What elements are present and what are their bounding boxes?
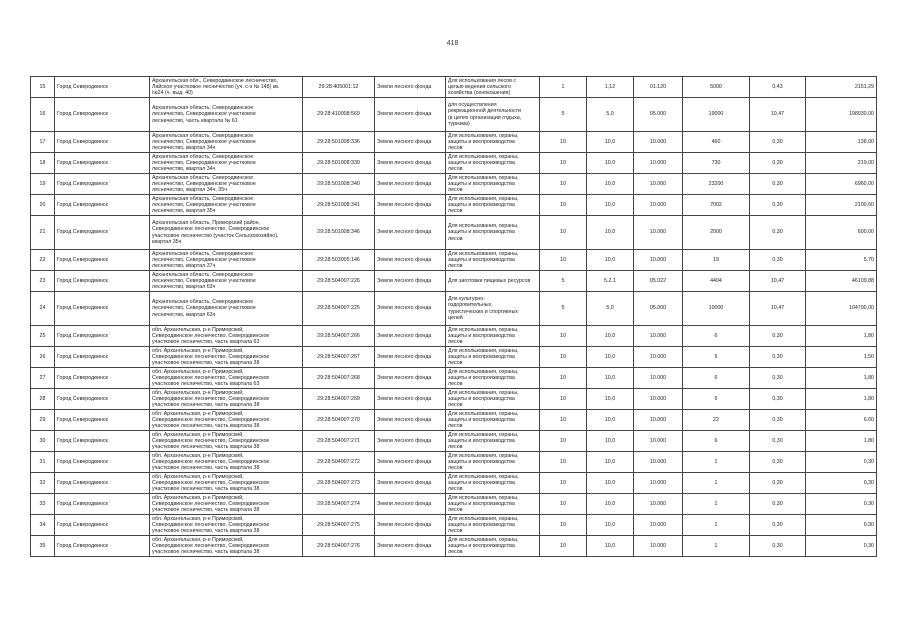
cell-land-category: Земли лесного фонда [375,174,446,195]
table-row [31,98,877,132]
cell-municipality: Город Северодвинск [55,452,150,473]
cell-use-group: 5 [540,271,587,292]
cell-rate: 0,30 [750,153,806,174]
cell-rate: 0,30 [750,195,806,216]
cell-area: 7002 [683,195,750,216]
cell-area: 730 [683,153,750,174]
cell-location: Архангельская область, Приморский район, Северодвинское лесничество, Северодвинское участковое лесничество (участок Сельскохозяйно), квартал 35ч [150,216,303,250]
cell-location: обл. Архангельская, р-н Приморский, Северодвинское лесничество, Северодвинское участковое лесничество, часть квартала 38 [150,431,303,452]
cell-area: 5 [683,347,750,368]
cell-use-group: 10 [540,389,587,410]
cell-cadastral-number: 29:28:504007:269 [303,389,375,410]
cell-row-number: 26 [31,347,55,368]
cell-use-code: 10,0 [587,410,634,431]
cell-municipality: Город Северодвинск [55,410,150,431]
cell-permitted-use: Для использования лесов с целью ведения сельского хозяйства (сенокошения) [446,77,540,98]
cell-rate: 0,30 [750,536,806,557]
cell-area: 1 [683,515,750,536]
cell-location: Архангельская область, Северодвинское лесничество, Северодвинское участковое лесничество, квартал 37ч [150,250,303,271]
cell-cadastral-number: 29:28:504007:271 [303,431,375,452]
cell-rate: 0,30 [750,368,806,389]
cell-permitted-use: Для использования, охраны, защиты и воспроизводства лесов [446,250,540,271]
cell-municipality: Город Северодвинск [55,368,150,389]
cell-land-category: Земли лесного фонда [375,77,446,98]
cell-use-code: 10,0 [587,431,634,452]
cell-land-category: Земли лесного фонда [375,250,446,271]
cell-permitted-use: Для культурно- оздоровительных, туристических и спортивных целей [446,292,540,326]
cell-classifier-code: 10.000 [634,216,683,250]
cell-classifier-code: 10.000 [634,153,683,174]
cell-cadastral-number: 29:28:504007:226 [303,271,375,292]
cell-row-number: 17 [31,132,55,153]
cell-row-number: 18 [31,153,55,174]
cell-rate: 0,30 [750,389,806,410]
cell-row-number: 15 [31,77,55,98]
cell-amount: 1,50 [806,347,877,368]
cell-location: обл. Архангельская, р-н Приморский, Северодвинское лесничество, Северодвинское участковое лесничество, часть квартала 38 [150,494,303,515]
cell-area: 4404 [683,271,750,292]
cell-row-number: 16 [31,98,55,132]
cell-municipality: Город Северодвинск [55,515,150,536]
cell-use-code: 10,0 [587,494,634,515]
cell-row-number: 22 [31,250,55,271]
cell-rate: 0,30 [750,494,806,515]
cell-permitted-use: Для использования, охраны, защиты и воспроизводства лесов [446,132,540,153]
cell-area: 1 [683,536,750,557]
cell-permitted-use: Для использования, охраны, защиты и воспроизводства лесов [446,536,540,557]
cell-use-code: 10,0 [587,515,634,536]
cell-municipality: Город Северодвинск [55,326,150,347]
cell-row-number: 28 [31,389,55,410]
cell-rate: 0,30 [750,174,806,195]
cell-classifier-code: 10.000 [634,326,683,347]
cell-classifier-code: 01.120 [634,77,683,98]
cell-classifier-code: 10.000 [634,250,683,271]
cell-rate: 10,47 [750,271,806,292]
cell-rate: 0,30 [750,250,806,271]
cell-area: 460 [683,132,750,153]
cell-municipality: Город Северодвинск [55,292,150,326]
table-row [31,536,877,557]
cell-land-category: Земли лесного фонда [375,292,446,326]
cell-cadastral-number: 29:28:501008:341 [303,195,375,216]
cell-use-code: 10,0 [587,368,634,389]
table-body [31,77,877,557]
cell-amount: 600,00 [806,216,877,250]
cell-use-group: 10 [540,368,587,389]
cell-land-category: Земли лесного фонда [375,326,446,347]
cell-area: 1 [683,473,750,494]
cell-cadastral-number: 29:28:504007:272 [303,452,375,473]
cell-classifier-code: 10.000 [634,536,683,557]
cell-location: Архангельская область, Северодвинское лесничество, Северодвинское участковое лесничество, квартал 34ч [150,153,303,174]
cell-location: обл. Архангельская, р-н Приморский, Северодвинское лесничество, Северодвинское участковое лесничество, часть квартала 38 [150,536,303,557]
cell-area: 23200 [683,174,750,195]
cell-area: 6 [683,368,750,389]
cell-location: обл. Архангельская, р-н Приморский, Северодвинское лесничество, Северодвинское участковое лесничество, часть квартала 38 [150,410,303,431]
cell-area: 6 [683,431,750,452]
cell-classifier-code: 10.000 [634,195,683,216]
cell-use-group: 5 [540,98,587,132]
table-row [31,410,877,431]
cell-permitted-use: Для использования, охраны, защиты и воспроизводства лесов [446,368,540,389]
table-row [31,389,877,410]
cell-use-group: 10 [540,326,587,347]
cell-row-number: 24 [31,292,55,326]
table-row [31,132,877,153]
table-row [31,292,877,326]
table-row [31,195,877,216]
cell-permitted-use: Для использования, охраны, защиты и воспроизводства лесов [446,515,540,536]
cell-land-category: Земли лесного фонда [375,153,446,174]
cell-use-code: 10,0 [587,473,634,494]
cell-row-number: 34 [31,515,55,536]
cell-classifier-code: 10.000 [634,132,683,153]
cell-permitted-use: для осуществления рекреационной деятельности (в целях организации отдыха, туризма) [446,98,540,132]
cell-use-group: 10 [540,132,587,153]
cell-land-category: Земли лесного фонда [375,473,446,494]
cell-amount: 219,00 [806,153,877,174]
cell-location: обл. Архангельская, р-н Приморский, Северодвинское лесничество, Северодвинское участковое лесничество, часть квартала 63 [150,368,303,389]
cell-rate: 0,30 [750,452,806,473]
cell-amount: 138,00 [806,132,877,153]
cell-rate: 0,30 [750,347,806,368]
cell-amount: 1,80 [806,326,877,347]
cell-amount: 1,80 [806,431,877,452]
cell-classifier-code: 10.000 [634,368,683,389]
cell-cadastral-number: 29:28:504007:273 [303,473,375,494]
cell-classifier-code: 10.000 [634,389,683,410]
cell-area: 22 [683,410,750,431]
cell-permitted-use: Для использования, охраны, защиты и воспроизводства лесов [446,216,540,250]
cell-permitted-use: Для использования, охраны, защиты и воспроизводства лесов [446,473,540,494]
cell-permitted-use: Для использования, охраны, защиты и воспроизводства лесов [446,431,540,452]
cell-use-group: 1 [540,77,587,98]
cell-municipality: Город Северодвинск [55,389,150,410]
cell-use-code: 10,0 [587,536,634,557]
cell-municipality: Город Северодвинск [55,174,150,195]
cell-amount: 6,60 [806,410,877,431]
cell-cadastral-number: 29:28:504007:270 [303,410,375,431]
cell-permitted-use: Для использования, охраны, защиты и воспроизводства лесов [446,389,540,410]
cell-land-category: Земли лесного фонда [375,216,446,250]
cell-municipality: Город Северодвинск [55,216,150,250]
cell-cadastral-number: 29:28:504007:274 [303,494,375,515]
cell-municipality: Город Северодвинск [55,347,150,368]
cell-use-group: 10 [540,494,587,515]
table-row [31,515,877,536]
cell-location: обл. Архангельская, р-н Приморский, Северодвинское лесничество, Северодвинское участковое лесничество, часть квартала 63 [150,326,303,347]
table-row [31,452,877,473]
cell-location: Архангельская обл., Северодвинское лесничество, Лайское участковое лесничество (уч. с-з № 148) кв. №24 (ч. выд. 40) [150,77,303,98]
cell-cadastral-number: 29:28:501008:336 [303,132,375,153]
cell-rate: 0,30 [750,431,806,452]
cell-amount: 1,80 [806,389,877,410]
cell-use-code: 10,0 [587,389,634,410]
cell-row-number: 19 [31,174,55,195]
cell-use-code: 10,0 [587,216,634,250]
cell-cadastral-number: 29:28:504007:266 [303,326,375,347]
cell-row-number: 25 [31,326,55,347]
cell-land-category: Земли лесного фонда [375,132,446,153]
cell-use-group: 10 [540,216,587,250]
cell-use-code: 10,0 [587,347,634,368]
cell-use-group: 10 [540,347,587,368]
cell-amount: 0,30 [806,452,877,473]
cell-amount: 2151,29 [806,77,877,98]
cell-cadastral-number: 29:28:504007:275 [303,515,375,536]
cell-location: обл. Архангельская, р-н Приморский, Северодвинское лесничество, Северодвинское участковое лесничество, часть квартала 38 [150,473,303,494]
page-number: 418 [446,40,459,47]
cell-permitted-use: Для использования, охраны, защиты и воспроизводства лесов [446,326,540,347]
cell-rate: 0,43 [750,77,806,98]
cell-use-group: 10 [540,195,587,216]
cell-classifier-code: 10.000 [634,494,683,515]
cell-location: Архангельская область, Северодвинское лесничество, Северодвинское участковое лесничество, квартал 35ч [150,195,303,216]
cell-use-group: 10 [540,452,587,473]
cell-classifier-code: 10.000 [634,410,683,431]
cell-use-group: 10 [540,536,587,557]
cell-municipality: Город Северодвинск [55,494,150,515]
cell-use-code: 10,0 [587,132,634,153]
cell-amount: 0,30 [806,515,877,536]
cell-row-number: 20 [31,195,55,216]
cell-use-code: 10,0 [587,250,634,271]
cell-permitted-use: Для использования, охраны, защиты и воспроизводства лесов [446,410,540,431]
cell-row-number: 35 [31,536,55,557]
cell-row-number: 32 [31,473,55,494]
cell-area: 1 [683,494,750,515]
cell-amount: 6960,00 [806,174,877,195]
cell-row-number: 30 [31,431,55,452]
cell-municipality: Город Северодвинск [55,536,150,557]
cell-municipality: Город Северодвинск [55,132,150,153]
cell-cadastral-number: 29:28:503005:146 [303,250,375,271]
cell-amount: 1,80 [806,368,877,389]
cell-area: 6 [683,326,750,347]
cell-rate: 0,30 [750,410,806,431]
cell-land-category: Земли лесного фонда [375,410,446,431]
cell-cadastral-number: 29:28:405001:12 [303,77,375,98]
cell-rate: 0,30 [750,132,806,153]
cell-municipality: Город Северодвинск [55,271,150,292]
table-row [31,271,877,292]
cell-land-category: Земли лесного фонда [375,195,446,216]
cell-municipality: Город Северодвинск [55,431,150,452]
cell-classifier-code: 05.000 [634,292,683,326]
cell-area: 6 [683,389,750,410]
cell-use-group: 10 [540,515,587,536]
cell-land-category: Земли лесного фонда [375,347,446,368]
table-row [31,347,877,368]
cell-cadastral-number: 29:28:410008:569 [303,98,375,132]
cell-land-category: Земли лесного фонда [375,494,446,515]
cell-location: Архангельская область, Северодвинское лесничество, Северодвинское участковое лесничество, квартал 34ч [150,132,303,153]
cell-permitted-use: Для заготовки пищевых ресурсов [446,271,540,292]
cell-location: Архангельская область, Северодвинское лесничество, Северодвинское участковое лесничество, квартал 63ч [150,271,303,292]
cell-cadastral-number: 29:28:504007:276 [303,536,375,557]
cell-cadastral-number: 29:28:504007:268 [303,368,375,389]
cell-area: 19000 [683,98,750,132]
cell-use-group: 5 [540,292,587,326]
cell-classifier-code: 05.022 [634,271,683,292]
cell-amount: 104700,00 [806,292,877,326]
cell-use-code: 1,12 [587,77,634,98]
table-row [31,494,877,515]
cell-land-category: Земли лесного фонда [375,515,446,536]
table-row [31,174,877,195]
cell-land-category: Земли лесного фонда [375,368,446,389]
cell-municipality: Город Северодвинск [55,98,150,132]
cell-amount: 46109,88 [806,271,877,292]
cell-land-category: Земли лесного фонда [375,431,446,452]
cell-row-number: 33 [31,494,55,515]
cell-cadastral-number: 29:28:504007:267 [303,347,375,368]
land-plots-table [30,76,877,557]
cell-land-category: Земли лесного фонда [375,271,446,292]
cell-row-number: 29 [31,410,55,431]
cell-classifier-code: 10.000 [634,174,683,195]
cell-municipality: Город Северодвинск [55,153,150,174]
cell-rate: 0,30 [750,326,806,347]
cell-municipality: Город Северодвинск [55,473,150,494]
cell-row-number: 23 [31,271,55,292]
cell-use-code: 5,0 [587,292,634,326]
cell-use-code: 10,0 [587,153,634,174]
cell-use-group: 10 [540,410,587,431]
cell-use-code: 10,0 [587,326,634,347]
cell-location: обл. Архангельская, р-н Приморский, Северодвинское лесничество, Северодвинское участковое лесничество, часть квартала 38 [150,347,303,368]
cell-permitted-use: Для использования, охраны, защиты и воспроизводства лесов [446,174,540,195]
cell-classifier-code: 10.000 [634,347,683,368]
cell-area: 10000 [683,292,750,326]
cell-classifier-code: 10.000 [634,452,683,473]
cell-rate: 0,30 [750,515,806,536]
cell-cadastral-number: 29:28:501008:346 [303,216,375,250]
table-row [31,473,877,494]
cell-amount: 0,30 [806,494,877,515]
cell-location: обл. Архангельская, р-н Приморский, Северодвинское лесничество, Северодвинское участковое лесничество, часть квартала 38 [150,515,303,536]
cell-amount: 0,30 [806,473,877,494]
cell-area: 19 [683,250,750,271]
cell-permitted-use: Для использования, охраны, защиты и воспроизводства лесов [446,153,540,174]
table-row [31,250,877,271]
table-row [31,431,877,452]
cell-cadastral-number: 29:28:504007:225 [303,292,375,326]
cell-land-category: Земли лесного фонда [375,389,446,410]
cell-rate: 10,47 [750,98,806,132]
table-row [31,326,877,347]
cell-land-category: Земли лесного фонда [375,452,446,473]
cell-use-code: 5,0 [587,98,634,132]
cell-use-code: 10,0 [587,452,634,473]
cell-municipality: Город Северодвинск [55,195,150,216]
cell-use-code: 5.2.1 [587,271,634,292]
cell-location: обл. Архангельская, р-н Приморский, Северодвинское лесничество, Северодвинское участковое лесничество, часть квартала 38 [150,389,303,410]
cell-use-code: 10,0 [587,195,634,216]
cell-classifier-code: 05.000 [634,98,683,132]
cell-amount: 0,30 [806,536,877,557]
cell-cadastral-number: 29:28:501008:340 [303,174,375,195]
cell-municipality: Город Северодвинск [55,250,150,271]
cell-amount: 2100,60 [806,195,877,216]
cell-location: Архангельская область, Северодвинское лесничество, Северодвинское участковое лесничество, часть квартала № 61 [150,98,303,132]
cell-permitted-use: Для использования, охраны, защиты и воспроизводства лесов [446,347,540,368]
cell-use-code: 10,0 [587,174,634,195]
cell-permitted-use: Для использования, охраны, защиты и воспроизводства лесов [446,494,540,515]
cell-use-group: 10 [540,473,587,494]
cell-municipality: Город Северодвинск [55,77,150,98]
cell-classifier-code: 10.000 [634,515,683,536]
cell-amount: 5,70 [806,250,877,271]
cell-permitted-use: Для использования, охраны, защиты и воспроизводства лесов [446,195,540,216]
cell-area: 1 [683,452,750,473]
cell-use-group: 10 [540,431,587,452]
cell-rate: 0,30 [750,216,806,250]
cell-land-category: Земли лесного фонда [375,98,446,132]
cell-area: 2000 [683,216,750,250]
cell-row-number: 21 [31,216,55,250]
cell-row-number: 27 [31,368,55,389]
cell-rate: 0,30 [750,473,806,494]
cell-use-group: 10 [540,250,587,271]
table-row [31,216,877,250]
cell-amount: 198930,00 [806,98,877,132]
cell-classifier-code: 10.000 [634,431,683,452]
table-row [31,153,877,174]
cell-location: обл. Архангельская, р-н Приморский, Северодвинское лесничество, Северодвинское участковое лесничество, часть квартала 38 [150,452,303,473]
cell-location: Архангельская область, Северодвинское лесничество, Северодвинское участковое лесничество, квартал 34ч, 35ч [150,174,303,195]
table-row [31,368,877,389]
cell-cadastral-number: 29:28:501008:339 [303,153,375,174]
cell-row-number: 31 [31,452,55,473]
cell-area: 5000 [683,77,750,98]
cell-permitted-use: Для использования, охраны, защиты и воспроизводства лесов [446,452,540,473]
table-row [31,77,877,98]
cell-land-category: Земли лесного фонда [375,536,446,557]
cell-location: Архангельская область, Северодвинское лесничество, Северодвинское участковое лесничество, квартал 63ч [150,292,303,326]
cell-use-group: 10 [540,153,587,174]
cell-classifier-code: 10.000 [634,473,683,494]
cell-use-group: 10 [540,174,587,195]
cell-rate: 10,47 [750,292,806,326]
